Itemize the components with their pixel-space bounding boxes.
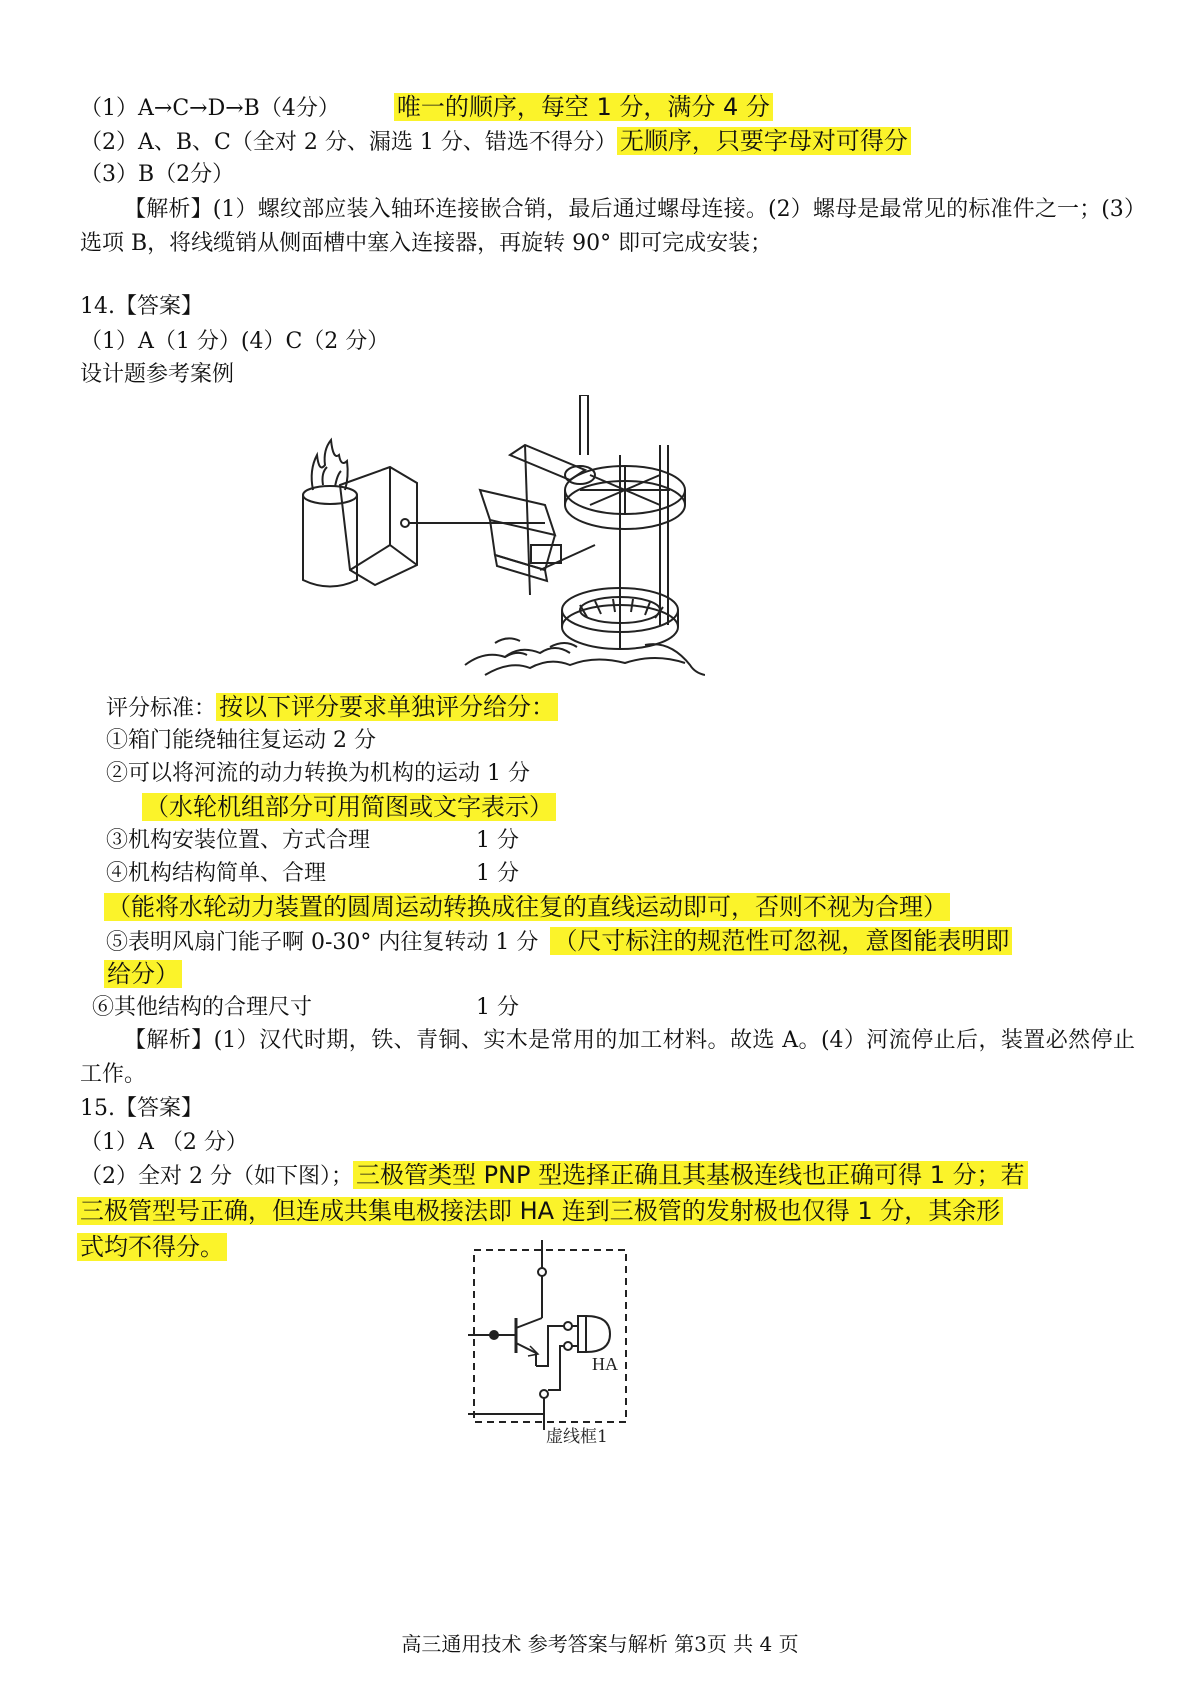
criteria-header: 评分标准： 按以下评分要求单独评分给分： [106,690,558,726]
criteria-1: ①箱门能绕轴往复运动 2 分 [106,728,376,753]
criteria-note: 按以下评分要求单独评分给分： [216,693,558,721]
criteria-4-note: （能将水轮动力装置的圆周运动转换成往复的直线运动即可，否则不视为合理） [104,890,950,926]
criteria-3: ③机构安装位置、方式合理 1 分 [106,828,519,853]
circuit-caption: 虚线框1 [546,1427,608,1447]
criteria-5-note: （尺寸标注的规范性可忽视，意图能表明即 [550,927,1012,955]
criteria-6: ⑥其他结构的合理尺寸 1 分 [92,995,519,1020]
page-footer: 高三通用技术 参考答案与解析 第3页 共 4 页 [401,1632,799,1656]
q14-analysis: 【解析】(1）汉代时期，铁、青铜、实木是常用的加工材料。故选 A。(4）河流停止后，装置必然停止工作。 [80,1028,1135,1087]
criteria-2-note: （水轮机组部分可用简图或文字表示） [142,790,556,826]
q13-answer-1: （1）A→C→D→B（4分） 唯一的顺序，每空 1 分，满分 4 分 [80,90,773,126]
criteria-4: ④机构结构简单、合理 1 分 [106,861,519,886]
component-label-ha: HA [592,1354,618,1374]
q13-note-1: 唯一的顺序，每空 1 分，满分 4 分 [394,93,773,121]
q15-answer-1: （1）A （2 分） [80,1130,248,1155]
q13-analysis: 【解析】(1）螺纹部应装入轴环连接嵌合销，最后通过螺母连接。(2）螺母是最常见的标准件之一；(3）选项 B，将线缆销从侧面槽中塞入连接器，再旋转 90° 即可完成安装； [80,197,1135,256]
q14-answer: （1）A（1 分）(4）C（2 分） [80,329,390,354]
criteria-5-note-cont: 给分） [104,957,182,993]
criteria-5: ⑤表明风扇门能子啊 0-30° 内往复转动 1 分 （尺寸标注的规范性可忽视，意图能表明即 [106,924,1012,960]
q15-heading: 15.【答案】 [80,1096,203,1121]
q15-answer-2: （2）全对 2 分（如下图）； 三极管类型 PNP 型选择正确且其基极连线也正确可得 1 分；若 三极管型号正确，但连成共集电极接法即 HA 连到三极管的发射极也仅得 1 分，其余形 式均不得分。 [80,1158,1138,1266]
q14-design-title: 设计题参考案例 [80,362,235,387]
design-sketch-illustration [295,395,705,680]
q13-note-2: 无顺序，只要字母对可得分 [617,127,911,155]
q13-answer-3: （3）B（2分） [80,162,235,187]
q14-heading: 14.【答案】 [80,294,203,319]
q13-answer-2: （2）A、B、C（全对 2 分、漏选 1 分、错选不得分） 无顺序，只要字母对可得分 [80,124,911,160]
pnp-circuit-diagram [460,1238,690,1448]
criteria-2: ②可以将河流的动力转换为机构的运动 1 分 [106,761,530,786]
